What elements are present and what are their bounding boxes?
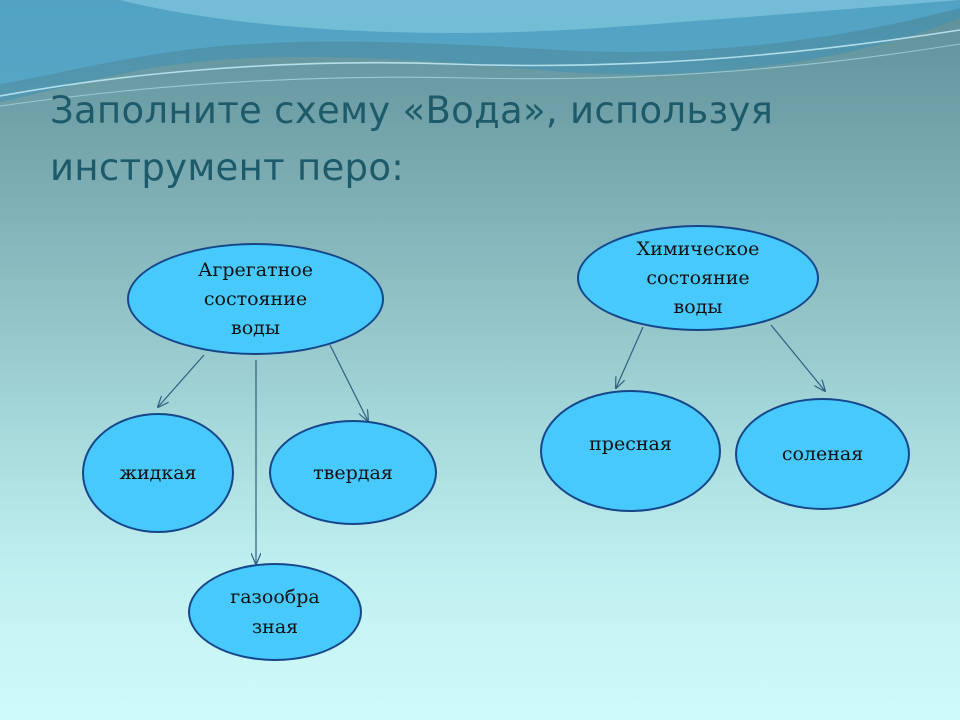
node-aggregate-state	[127, 243, 384, 355]
node-gas-label: газообра зная	[230, 586, 320, 638]
node-fresh-label: пресная	[589, 433, 672, 455]
node-salty	[735, 398, 910, 510]
slide-title: Заполните схему «Вода», используя инструмент перо:	[50, 89, 774, 189]
node-gas	[188, 563, 362, 661]
arrow-to-fresh	[616, 327, 643, 388]
arrow-to-liquid	[158, 355, 204, 407]
node-chemical-state	[577, 225, 819, 331]
node-liquid-label: жидкая	[119, 462, 197, 484]
node-solid	[269, 420, 437, 525]
node-salty-label: соленая	[781, 443, 864, 465]
node-aggregate-state-label: Агрегатное состояние воды	[198, 258, 313, 339]
arrow-to-salty	[771, 325, 825, 391]
node-liquid	[82, 413, 234, 533]
node-solid-label: твердая	[313, 461, 393, 484]
node-fresh	[540, 390, 721, 512]
arrow-to-solid	[330, 345, 368, 421]
node-chemical-state-label: Химическое состояние воды	[636, 237, 760, 318]
